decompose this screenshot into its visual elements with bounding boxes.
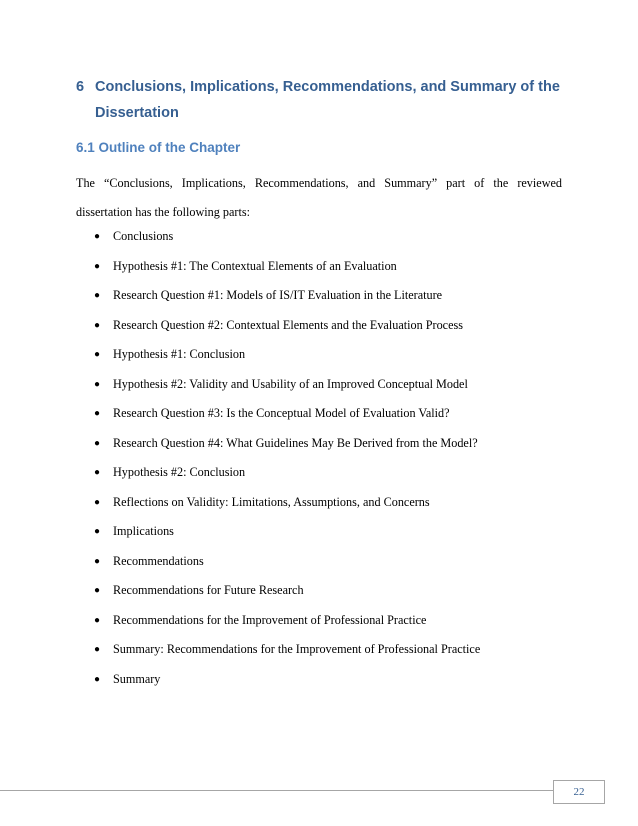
bullet-icon: ● [94, 496, 101, 508]
bullet-icon: ● [94, 467, 101, 478]
bullet-icon: ● [94, 644, 101, 655]
bullet-icon: ● [94, 526, 101, 537]
list-item-label: Summary [113, 671, 161, 686]
list-item-label: Summary: Recommendations for the Improvement of Professional Practice [113, 642, 481, 656]
bullet-icon: ● [94, 290, 101, 301]
bullet-icon: ● [94, 349, 101, 360]
list-item-label: Research Question #4: What Guidelines May Be Derived from the Model? [113, 435, 478, 450]
list-item-label: Hypothesis #2: Conclusion [113, 465, 246, 479]
bullet-icon: ● [94, 408, 101, 419]
bullet-icon: ● [94, 378, 101, 390]
section-heading: 6.1 Outline of the Chapter [76, 140, 241, 155]
chapter-title: Conclusions, Implications, Recommendations, and Summary of the Dissertation [95, 79, 560, 121]
bullet-icon: ● [94, 673, 101, 685]
chapter-heading [76, 74, 576, 126]
bullet-icon: ● [94, 260, 101, 272]
bullet-icon: ● [94, 555, 101, 567]
list-item-label: Reflections on Validity: Limitations, Assumptions, and Concerns [113, 494, 430, 509]
list-item-label: Hypothesis #1: The Contextual Elements of an Evaluation [113, 258, 397, 273]
bullet-icon: ● [94, 614, 101, 626]
footer-rule [0, 790, 553, 791]
list-item-label: Hypothesis #1: Conclusion [113, 347, 246, 361]
bullet-icon: ● [94, 231, 101, 242]
chapter-number: 6 [76, 79, 85, 95]
list-item-label: Implications [113, 524, 174, 538]
list-item-label: Conclusions [113, 229, 174, 243]
bullet-icon: ● [94, 437, 101, 449]
page-number: 22 [553, 780, 605, 804]
bullet-icon: ● [94, 585, 101, 596]
list-item-label: Recommendations for the Improvement of Professional Practice [113, 612, 427, 627]
list-item-label: Research Question #3: Is the Conceptual Model of Evaluation Valid? [113, 406, 450, 420]
list-item-label: Research Question #2: Contextual Elements and the Evaluation Process [113, 317, 463, 332]
list-item-label: Recommendations [113, 553, 204, 568]
list-item-label: Hypothesis #2: Validity and Usability of an Improved Conceptual Model [113, 376, 468, 391]
list-item-label: Recommendations for Future Research [113, 583, 304, 597]
intro-paragraph: The “Conclusions, Implications, Recommendations, and Summary” part of the reviewed dissertation has the following parts: [76, 176, 562, 219]
bullet-icon: ● [94, 319, 101, 331]
list-item-label: Research Question #1: Models of IS/IT Evaluation in the Literature [113, 288, 443, 302]
